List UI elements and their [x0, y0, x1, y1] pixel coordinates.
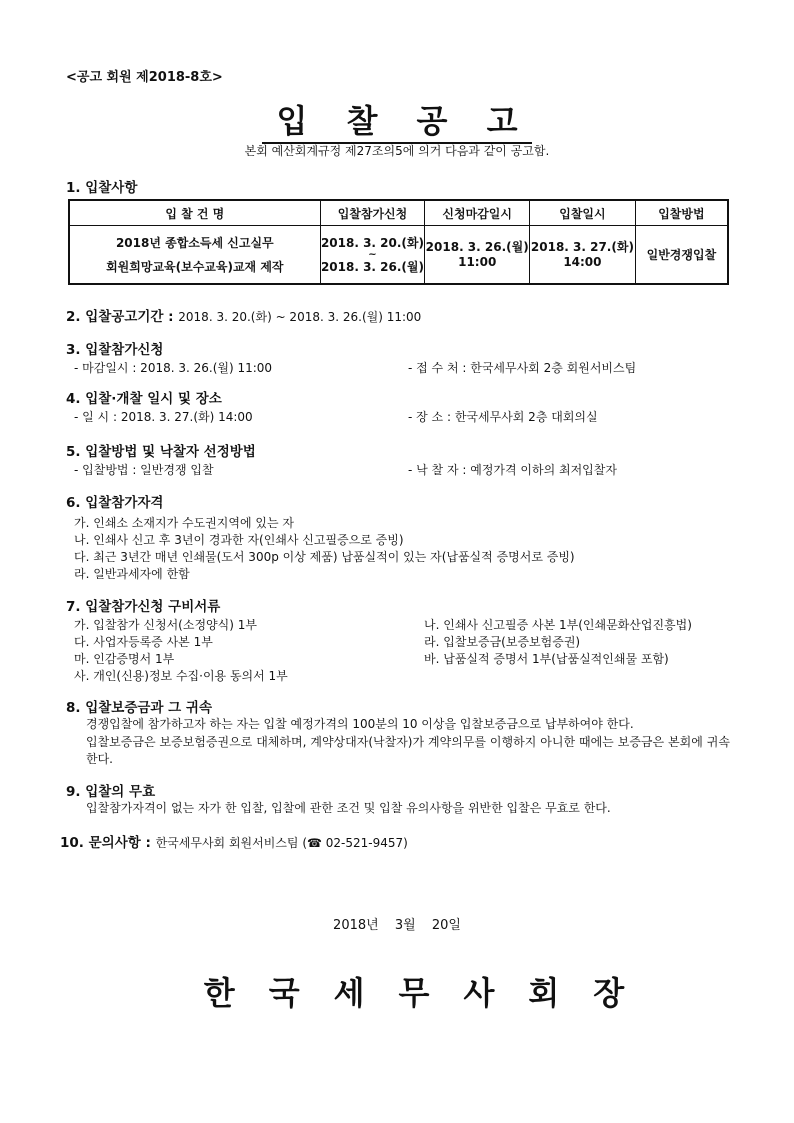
- section-6-heading: 6. 입찰참가자격: [66, 495, 164, 511]
- qualification-item: 가. 인쇄소 소재지가 수도권지역에 있는 자: [74, 516, 294, 530]
- issue-month: 3월: [394, 918, 416, 933]
- subtitle: 본회 예산회계규정 제27조의5에 의거 다음과 같이 공고함.: [244, 144, 550, 158]
- section-5-right: - 낙 찰 자 : 예정가격 이하의 최저입찰자: [408, 463, 617, 477]
- document-item: 다. 사업자등록증 사본 1부: [74, 635, 213, 649]
- issue-day: 20일: [431, 918, 461, 933]
- apply-to: 2018. 3. 26.(월): [320, 259, 424, 274]
- document-title-wrap: [0, 96, 794, 142]
- apply-from: 2018. 3. 20.(화): [320, 235, 424, 250]
- cell-bid-datetime: [530, 226, 636, 285]
- section-3-left: - 마감일시 : 2018. 3. 26.(월) 11:00: [74, 361, 273, 375]
- apply-tilde: ~: [368, 248, 377, 260]
- bid-name-line1: 2018년 종합소득세 신고실무: [115, 235, 274, 250]
- qualification-item: 다. 최근 3년간 매년 인쇄물(도서 300p 이상 제품) 납품실적이 있는 자(납품실적 증명서로 증빙): [74, 550, 575, 564]
- document-item: 마. 인감증명서 1부: [74, 652, 175, 666]
- cell-apply-period: [320, 226, 425, 285]
- qualification-item: 라. 일반과세자에 한함: [74, 567, 190, 581]
- section-1-heading: 1. 입찰사항: [66, 180, 138, 196]
- section-2: [66, 305, 421, 325]
- section-10-heading: 10. 문의사항 :: [60, 835, 151, 851]
- section-4-left: - 일 시 : 2018. 3. 27.(화) 14:00: [74, 410, 253, 424]
- section-10: [60, 831, 408, 851]
- document-title: 입 찰 공 고: [262, 102, 531, 144]
- section-8-paragraph-1: 경쟁입찰에 참가하고자 하는 자는 입찰 예정가격의 100분의 10 이상을 입찰보증금으로 납부하여야 한다.: [86, 717, 634, 731]
- col-header-method: 입찰방법: [635, 200, 728, 226]
- col-header-apply: 입찰참가신청: [320, 200, 425, 226]
- section-9-paragraph: 입찰참가자격이 없는 자가 한 입찰, 입찰에 관한 조건 및 입찰 유의사항을 위반한 입찰은 무효로 한다.: [86, 801, 611, 815]
- section-3-heading: 3. 입찰참가신청: [66, 342, 164, 358]
- document-item: 바. 납품실적 증명서 1부(납품실적인쇄물 포함): [424, 652, 669, 666]
- document-item: 가. 입찰참가 신청서(소정양식) 1부: [74, 618, 257, 632]
- document-item: 사. 개인(신용)정보 수집·이용 동의서 1부: [74, 669, 288, 683]
- deadline-time: 11:00: [458, 254, 497, 269]
- col-header-bid-date: 입찰일시: [530, 200, 636, 226]
- bid-table-header-row: [69, 200, 728, 226]
- section-2-value: 2018. 3. 20.(화) ~ 2018. 3. 26.(월) 11:00: [178, 310, 422, 324]
- cell-bid-method: 일반경쟁입찰: [635, 226, 728, 285]
- section-5-heading: 5. 입찰방법 및 낙찰자 선정방법: [66, 444, 256, 460]
- section-7-heading: 7. 입찰참가신청 구비서류: [66, 599, 221, 615]
- deadline-date: 2018. 3. 26.(월): [425, 239, 529, 254]
- col-header-deadline: 신청마감일시: [425, 200, 530, 226]
- bid-time: 14:00: [563, 254, 602, 269]
- section-8-heading: 8. 입찰보증금과 그 귀속: [66, 700, 212, 716]
- bid-date: 2018. 3. 27.(화): [530, 239, 634, 254]
- section-5-left: - 입찰방법 : 일반경쟁 입찰: [74, 463, 214, 477]
- section-3-right: - 접 수 처 : 한국세무사회 2층 회원서비스팀: [408, 361, 637, 375]
- issue-year: 2018년: [333, 918, 379, 933]
- cell-deadline: [425, 226, 530, 285]
- bid-table: [68, 199, 729, 285]
- section-9-heading: 9. 입찰의 무효: [66, 784, 156, 800]
- qualification-item: 나. 인쇄사 신고 후 3년이 경과한 자(인쇄사 신고필증으로 증빙): [74, 533, 404, 547]
- col-header-name: 입 찰 건 명: [69, 200, 320, 226]
- bid-table-row: [69, 226, 728, 285]
- document-item: 나. 인쇄사 신고필증 사본 1부(인쇄문화산업진흥법): [424, 618, 692, 632]
- issuer-signature: 한국세무사회장: [203, 974, 659, 1012]
- cell-bid-name: [69, 226, 320, 285]
- section-4-heading: 4. 입찰·개찰 일시 및 장소: [66, 391, 222, 407]
- document-item: 라. 입찰보증금(보증보험증권): [424, 635, 581, 649]
- bid-name-line2: 회원희망교육(보수교육)교재 제작: [106, 259, 284, 274]
- section-2-heading: 2. 입찰공고기간 :: [66, 309, 174, 325]
- section-10-value: 한국세무사회 회원서비스팀 (☎ 02-521-9457): [155, 836, 408, 850]
- section-8-paragraph-2: 입찰보증금은 보증보험증권으로 대체하며, 계약상대자(낙찰자)가 계약의무를 이행하지 아니한 때에는 보증금은 본회에 귀속한다.: [86, 735, 730, 766]
- issue-date: [0, 914, 794, 933]
- section-4-right: - 장 소 : 한국세무사회 2층 대회의실: [408, 410, 598, 424]
- notice-number: <공고 회원 제2018-8호>: [66, 70, 223, 85]
